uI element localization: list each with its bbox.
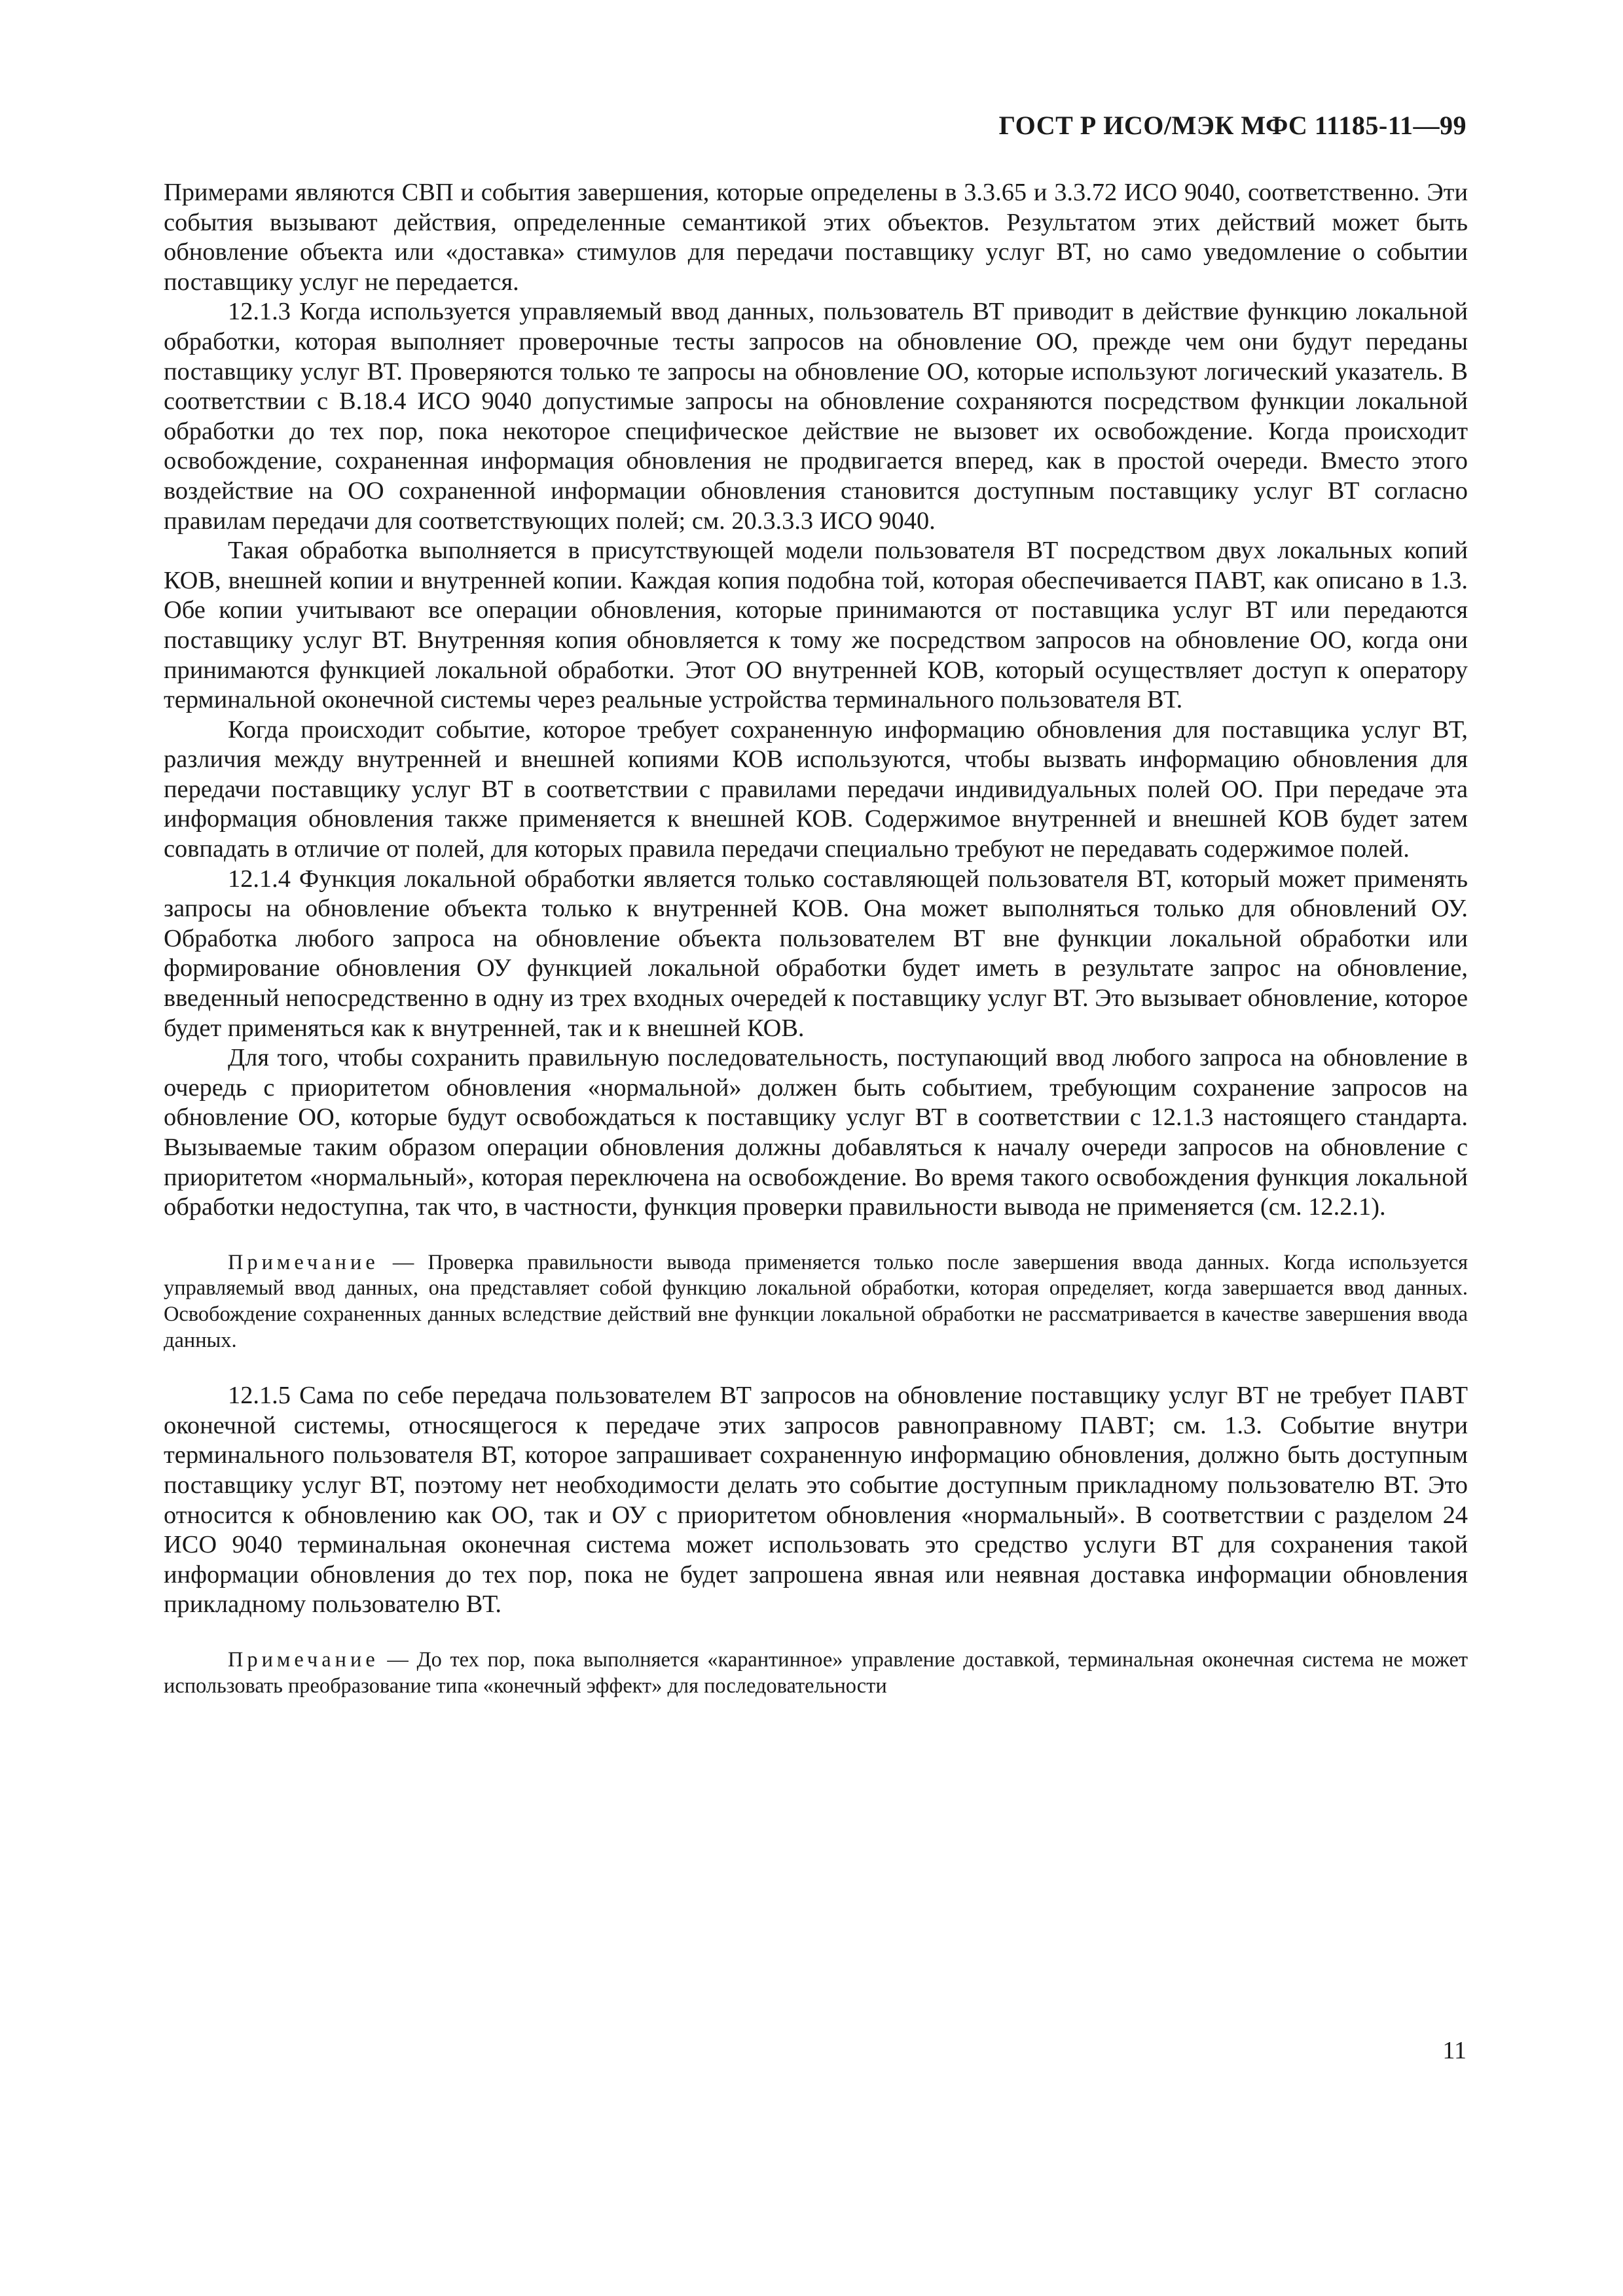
note-label: Примечание xyxy=(228,1647,379,1672)
paragraph-processing-model: Такая обработка выполняется в присутствующей модели пользователя ВТ посредством двух локальных копий КОВ, внешней копии и внутренней копии. Каждая копия подобна той, которая обеспечивается ПАВТ, как описано в 1.3. Обе копии учитывают все операции обновления, которые принимаются от поставщика услуг ВТ или передаются поставщику услуг ВТ. Внутренняя копия обновляется к тому же посредством запросов на обновление ОО, когда они принимаются функцией локальной обработки. Этот ОО внутренней КОВ, который осуществляет доступ к оператору терминальной оконечной системы через реальные устройства терминального пользователя ВТ. xyxy=(164,537,1468,714)
spacer xyxy=(164,1354,1468,1381)
paragraph-examples: Примерами являются СВП и события завершения, которые определены в 3.3.65 и 3.3.72 ИСО 9040, соответственно. Эти события вызывают действия, определенные семантикой этих объектов. Результатом этих действий может быть обновление объекта или «доставка» стимулов для передачи поставщику услуг ВТ, но само уведомление о событии поставщику услуг не передается. xyxy=(164,179,1468,296)
document-body xyxy=(164,178,1468,1699)
paragraph-12-1-4: 12.1.4 Функция локальной обработки является только составляющей пользователя ВТ, который может применять запросы на обновление объекта только к внутренней КОВ. Она может выполняться только для обновлений ОУ. Обработка любого запроса на обновление объекта пользователем ВТ вне функции локальной обработки или формирование обновления ОУ функцией локальной обработки будет иметь в результате запрос на обновление, введенный непосредственно в одну из трех входных очередей к поставщику услуг ВТ. Это вызывает обновление, которое будет применяться как к внутренней, так и к внешней КОВ. xyxy=(164,865,1468,1042)
note-dash: — xyxy=(378,1647,417,1672)
note-text: До тех пор, пока выполняется «карантинное» управление доставкой, терминальная оконечная система не может использовать преобразование типа «конечный эффект» для последовательности xyxy=(164,1647,1468,1698)
spacer xyxy=(164,1223,1468,1250)
paragraph-12-1-5: 12.1.5 Сама по себе передача пользователем ВТ запросов на обновление поставщику услуг ВТ не требует ПАВТ оконечной системы, относящегося к передаче этих запросов равноправному ПАВТ; см. 1.3. Событие внутри терминального пользователя ВТ, которое запрашивает сохраненную информацию обновления, должно быть доступным поставщику услуг ВТ, поэтому нет необходимости делать это событие доступным прикладному пользователю ВТ. Это относится к обновлению как ОО, так и ОУ с приоритетом обновления «нормальный». В соответствии с разделом 24 ИСО 9040 терминальная оконечная система может использовать это средство услуги ВТ для сохранения такой информации обновления до тех пор, пока не будет запрошена явная или неявная доставка информации обновления прикладному пользователю ВТ. xyxy=(164,1382,1468,1619)
note-output-validation xyxy=(164,1250,1468,1354)
paragraph-sequence: Для того, чтобы сохранить правильную последовательность, поступающий ввод любого запроса на обновление в очередь с приоритетом обновления «нормальной» должен быть событием, требующим сохранение запросов на обновление ОО, которые будут освобождаться к поставщику услуг ВТ в соответствии с 12.1.3 настоящего стандарта. Вызываемые таким образом операции обновления должны добавляться к началу очереди запросов на обновление с приоритетом «нормальный», которая переключена на освобождение. Во время такого освобождения функция локальной обработки недоступна, так что, в частности, функция проверки правильности вывода не применяется (см. 12.2.1). xyxy=(164,1044,1468,1221)
note-text: Проверка правильности вывода применяется только после завершения ввода данных. Когда используется управляемый ввод данных, она представляет собой функцию локальной обработки, которая определяет, когда завершается ввод данных. Освобождение сохраненных данных вследствие действий вне функции локальной обработки не рассматривается в качестве завершения ввода данных. xyxy=(164,1250,1468,1352)
note-label: Примечание xyxy=(228,1250,379,1274)
paragraph-event-differences: Когда происходит событие, которое требует сохраненную информацию обновления для поставщика услуг ВТ, различия между внутренней и внешней копиями КОВ используются, чтобы вызвать информацию обновления для передачи поставщику услуг ВТ в соответствии с правилами передачи индивидуальных полей ОО. При передаче эта информация обновления также применяется к внешней КОВ. Содержимое внутренней и внешней КОВ будет затем совпадать в отличие от полей, для которых правила передачи специально требуют не передавать содержимое полей. xyxy=(164,715,1468,863)
paragraph-12-1-3: 12.1.3 Когда используется управляемый ввод данных, пользователь ВТ приводит в действие функцию локальной обработки, которая выполняет проверочные тесты запросов на обновление ОО, прежде чем они будут переданы поставщику услуг ВТ. Проверяются только те запросы на обновление ОО, которые используют логический указатель. В соответствии с В.18.4 ИСО 9040 допустимые запросы на обновление сохраняются посредством функции локальной обработки до тех пор, пока некоторое специфическое действие не вызовет их освобождение. Когда происходит освобождение, сохраненная информация обновления не продвигается вперед, как в простой очереди. Вместо этого воздействие на ОО сохраненной информации обновления становится доступным поставщику услуг ВТ согласно правилам передачи для соответствующих полей; см. 20.3.3.3 ИСО 9040. xyxy=(164,298,1468,535)
page-number: 11 xyxy=(1442,2037,1467,2064)
note-dash: — xyxy=(378,1250,428,1274)
spacer xyxy=(164,1620,1468,1647)
note-quarantine xyxy=(164,1647,1468,1699)
page-header: ГОСТ Р ИСО/МЭК МФС 11185-11—99 xyxy=(998,111,1467,140)
